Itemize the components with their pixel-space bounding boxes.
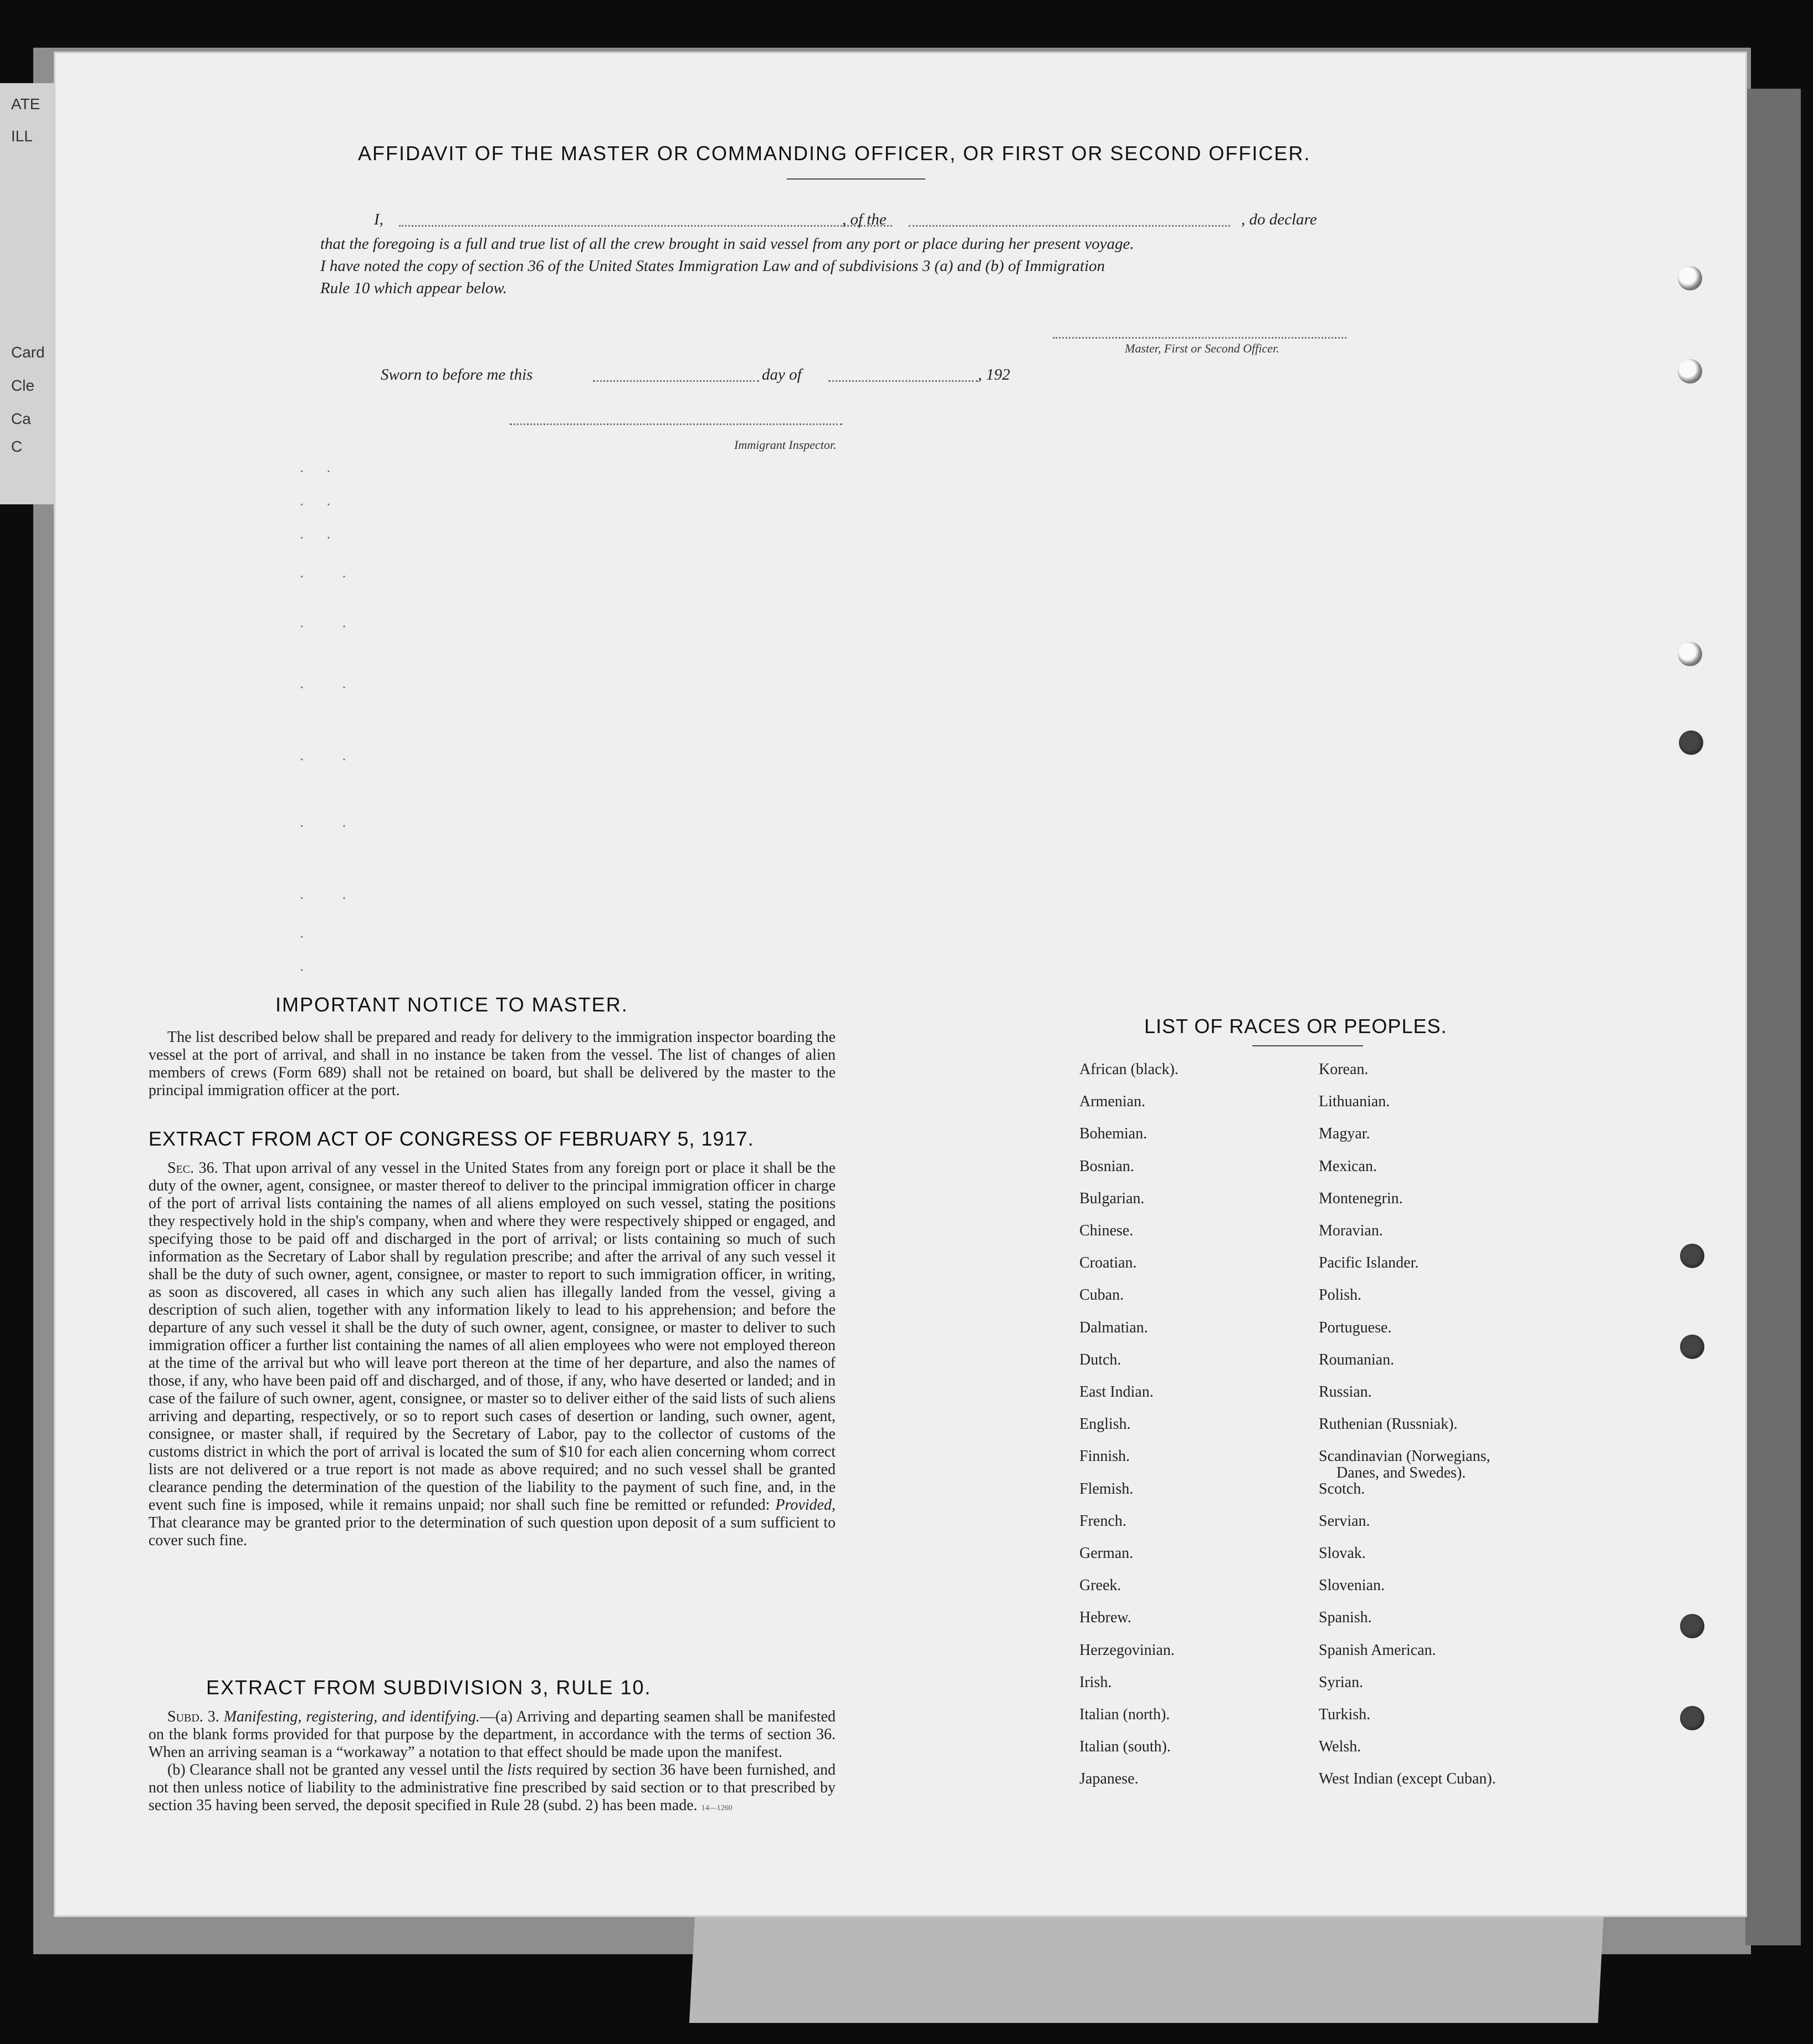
race-item: Bulgarian. xyxy=(1079,1189,1145,1207)
sworn-day-blank[interactable] xyxy=(593,380,759,382)
rule-10-text xyxy=(148,1708,836,1817)
race-item: Dalmatian. xyxy=(1079,1319,1148,1336)
margin-fragment: C xyxy=(11,438,23,455)
notice-text xyxy=(148,1029,836,1100)
row-marker: · · xyxy=(299,463,340,481)
race-item: Dutch. xyxy=(1079,1351,1121,1368)
race-item: West Indian (except Cuban). xyxy=(1319,1770,1496,1788)
year-text: , 192 xyxy=(978,366,1010,384)
subdivision-b-start: (b) Clearance shall not be granted any vessel until the xyxy=(167,1761,503,1779)
race-item: Slovenian. xyxy=(1319,1577,1385,1595)
race-item: Spanish. xyxy=(1319,1609,1372,1627)
extract-rule-title: EXTRACT FROM SUBDIVISION 3, RULE 10. xyxy=(206,1676,652,1699)
race-item: Japanese. xyxy=(1079,1770,1139,1788)
master-signature-blank[interactable] xyxy=(1053,337,1346,339)
binder-hole xyxy=(1679,730,1703,755)
affidavit-line4: Rule 10 which appear below. xyxy=(320,279,507,297)
race-item: English. xyxy=(1079,1416,1131,1433)
form-code: 14—1260 xyxy=(701,1804,733,1812)
row-marker: · xyxy=(299,962,314,979)
margin-fragment: Cle xyxy=(11,377,35,394)
vessel-blank[interactable] xyxy=(909,225,1230,227)
race-item: French. xyxy=(1079,1512,1126,1530)
binder-hole xyxy=(1678,359,1702,384)
lists-word: lists xyxy=(507,1761,532,1779)
affidavit-i: I, xyxy=(374,211,383,228)
notice-paragraph: The list described below shall be prepared and ready for delivery to the immigration inspector boarding the vessel at the port of arrival, and shall in no instance be taken from the vessel. The list of changes of alien members of crews (Form 689) shall not be retained on board, but shall be delivered by the master to the principal immigration officer at the port. xyxy=(148,1029,836,1099)
race-item: Danes, and Swedes). xyxy=(1336,1464,1466,1482)
race-item: Bohemian. xyxy=(1079,1125,1148,1143)
race-item: Syrian. xyxy=(1319,1673,1364,1691)
binder-hole xyxy=(1678,642,1702,666)
row-marker: · xyxy=(299,929,314,946)
race-item: Greek. xyxy=(1079,1577,1121,1595)
row-marker: · · xyxy=(299,818,363,835)
row-marker: · · xyxy=(299,619,363,636)
subdivision-label: Subd. 3. xyxy=(167,1708,219,1725)
race-item: German. xyxy=(1079,1545,1134,1562)
race-item: Hebrew. xyxy=(1079,1609,1131,1627)
extract-act-title: EXTRACT FROM ACT OF CONGRESS OF FEBRUARY 5, 1917. xyxy=(148,1127,754,1150)
section-36-text xyxy=(148,1159,836,1550)
inspector-caption: Immigrant Inspector. xyxy=(734,438,837,452)
race-item: Chinese. xyxy=(1079,1222,1134,1239)
race-item: Bosnian. xyxy=(1079,1157,1134,1175)
margin-fragment: Ca xyxy=(11,410,31,427)
title-rule xyxy=(787,178,925,180)
race-item: Pacific Islander. xyxy=(1319,1254,1419,1272)
binder-hole xyxy=(1680,1614,1704,1638)
row-marker: · · xyxy=(299,752,363,769)
race-item: African (black). xyxy=(1079,1061,1179,1078)
binder-hole xyxy=(1680,1335,1704,1359)
race-item: Portuguese. xyxy=(1319,1319,1392,1336)
binder-hole xyxy=(1678,266,1702,290)
race-item: Cuban. xyxy=(1079,1286,1124,1304)
sworn-month-blank[interactable] xyxy=(828,380,978,382)
race-item: Magyar. xyxy=(1319,1125,1370,1143)
subdivision-title: Manifesting, registering, and identifying. xyxy=(223,1708,480,1725)
row-marker: · · xyxy=(299,679,363,697)
race-item: Armenian. xyxy=(1079,1093,1145,1111)
race-item: Polish. xyxy=(1319,1286,1362,1304)
provided-word: Provided, xyxy=(775,1496,836,1514)
race-item: Welsh. xyxy=(1319,1738,1361,1756)
race-item: Finnish. xyxy=(1079,1448,1130,1465)
background-sheet-edge xyxy=(1745,89,1801,1945)
document-page xyxy=(55,53,1745,1915)
race-item: Flemish. xyxy=(1079,1480,1134,1498)
notice-title: IMPORTANT NOTICE TO MASTER. xyxy=(275,993,628,1016)
row-marker: · · xyxy=(299,569,363,586)
race-item: East Indian. xyxy=(1079,1383,1154,1401)
inspector-signature-blank[interactable] xyxy=(510,423,842,425)
row-marker: · · xyxy=(299,530,340,547)
race-item: Roumanian. xyxy=(1319,1351,1395,1368)
binder-hole xyxy=(1680,1244,1704,1268)
row-marker: · · xyxy=(299,890,363,907)
race-item: Turkish. xyxy=(1319,1706,1371,1723)
race-item: Montenegrin. xyxy=(1319,1189,1403,1207)
section-body-end: That clearance may be granted prior to the determination of such question upon deposit of a sum sufficient to cover such fine. xyxy=(148,1514,836,1549)
race-item: Lithuanian. xyxy=(1319,1093,1390,1111)
race-item: Italian (south). xyxy=(1079,1738,1171,1756)
day-of-text: day of xyxy=(762,366,802,384)
sworn-text: Sworn to before me this xyxy=(381,366,533,384)
master-signature-caption: Master, First or Second Officer. xyxy=(1125,341,1279,355)
affidavit-title: AFFIDAVIT OF THE MASTER OR COMMANDING OFFICER, OR FIRST OR SECOND OFFICER. xyxy=(358,142,1311,165)
race-item: Ruthenian (Russniak). xyxy=(1319,1416,1458,1433)
affidavit-of-the: , of the xyxy=(842,211,887,228)
race-item: Servian. xyxy=(1319,1512,1370,1530)
race-item: Slovak. xyxy=(1319,1545,1366,1562)
race-item: Croatian. xyxy=(1079,1254,1137,1272)
subdivision-a: —(a) Arriving and departing seamen shall be manifested on the blank forms provided for that purpose by the department, in accordance with the terms of section 36. When an arriving seaman is a “workaway” a notation to that effect should be made upon the manifest. xyxy=(148,1708,836,1761)
binder-hole xyxy=(1680,1706,1704,1730)
race-item: Italian (north). xyxy=(1079,1706,1170,1723)
race-item: Spanish American. xyxy=(1319,1641,1436,1659)
affidavit-line3: I have noted the copy of section 36 of the United States Immigration Law and of subdivisions 3 (a) and (b) of Immigration xyxy=(320,257,1105,275)
race-item: Moravian. xyxy=(1319,1222,1383,1239)
race-item: Mexican. xyxy=(1319,1157,1377,1175)
margin-fragment: ILL xyxy=(11,127,33,145)
row-marker: · · xyxy=(299,497,340,514)
affidavit-declare: , do declare xyxy=(1241,211,1317,228)
races-rule xyxy=(1252,1045,1363,1046)
adjacent-page-strip xyxy=(0,83,57,504)
race-item: Russian. xyxy=(1319,1383,1372,1401)
section-body: That upon arrival of any vessel in the United States from any foreign port or place it shall be the duty of the owner, agent, consignee, or master thereof to deliver to the principal immigration officer in charge of the port of arrival lists containing the names of all aliens employed on such vessel, stating the positions they respectively hold in the ship's company, when and where they were respectively shipped or engaged, and specifying those to be paid off and discharged in the port of arrival; or lists containing so much of such information as the Secretary of Labor shall by regulation prescribe; and after the arrival of any such vessel it shall be the duty of such owner, agent, consignee, or master to report to such immigration officer, in writing, as soon as discovered, all cases in which any such alien has illegally landed from the vessel, giving a description of such alien, together with any information likely to lead to his apprehension; and before the departure of any such vessel it shall be the duty of such owner, agent, consignee, or master to deliver to such immigration officer a further list containing the names of all alien employees who were not employed thereon at the time of the arrival but who will leave port thereon at the time of her departure, and also the names of those, if any, who have been paid off and discharged, and of those, if any, who have deserted or landed; and in case of the failure of such owner, agent, consignee, or master so to deliver either of the said lists of such aliens arriving and departing, respectively, or so to report such cases of desertion or landing, such owner, agent, consignee, or master shall, if required by the Secretary of Labor, pay to the collector of customs of the customs district in which the port of arrival is located the sum of $10 for each alien concerning whom correct lists are not delivered or a true report is not made as above required; and no such vessel shall be granted clearance pending the determination of the question of the liability to the payment of such fine, and, in the event such fine is imposed, while it remains unpaid; nor shall such fine be remitted or refunded: xyxy=(148,1159,836,1514)
race-item: Scandinavian (Norwegians, xyxy=(1319,1448,1491,1465)
race-item: Irish. xyxy=(1079,1673,1112,1691)
races-title: LIST OF RACES OR PEOPLES. xyxy=(1144,1015,1447,1038)
race-item: Scotch. xyxy=(1319,1480,1365,1498)
subdivision-b-end: required by section 36 have been furnished, and not then unless notice of liability to the administrative fine prescribed by said section or to that prescribed by section 35 having been served, the deposit specified in Rule 28 (subd. 2) has been made. xyxy=(148,1761,836,1814)
race-item: Korean. xyxy=(1319,1061,1369,1078)
margin-fragment: Card xyxy=(11,344,45,361)
margin-fragment: ATE xyxy=(11,95,40,113)
section-label: Sec. 36. xyxy=(167,1159,218,1177)
name-blank[interactable] xyxy=(399,225,892,227)
affidavit-line2: that the foregoing is a full and true list of all the crew brought in said vessel from any port or place during her present voyage. xyxy=(320,235,1134,253)
race-item: Herzegovinian. xyxy=(1079,1641,1175,1659)
